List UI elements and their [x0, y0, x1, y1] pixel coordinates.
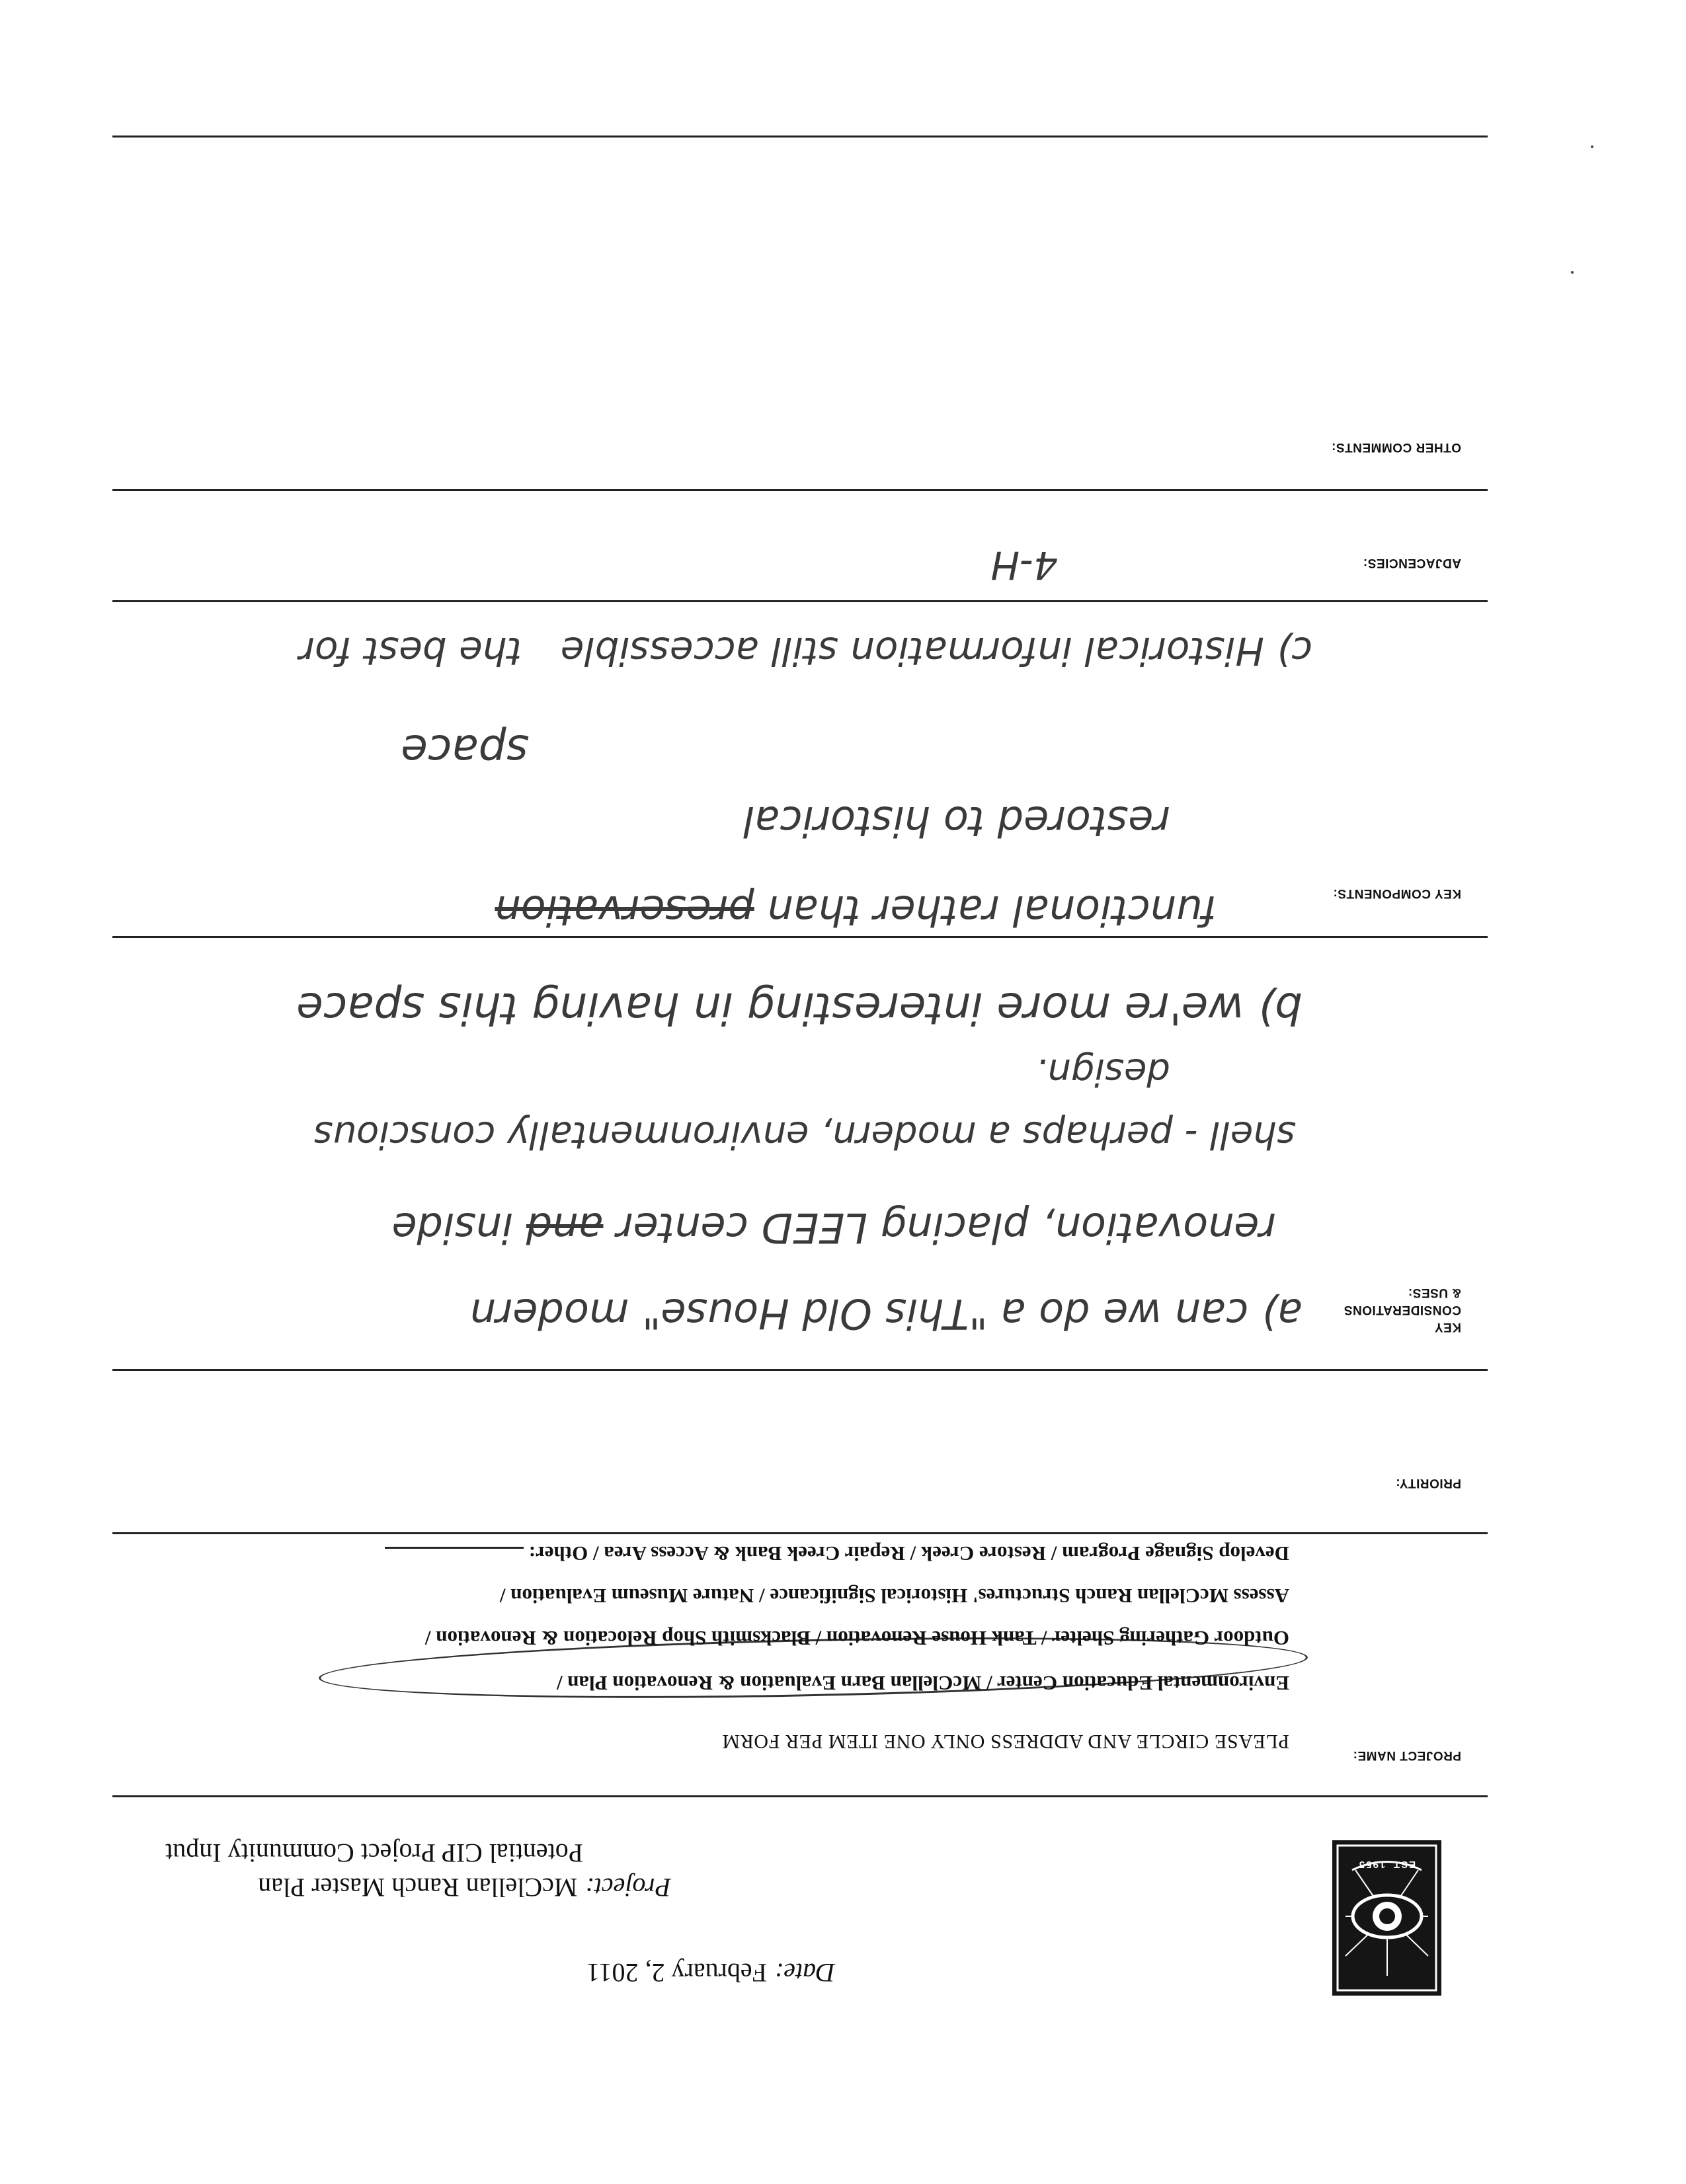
rule-considerations-top: [112, 1369, 1488, 1371]
handwritten-line-b1: b) we're more interesting in having this space: [296, 983, 1303, 1034]
rule-priority-top: [112, 1532, 1488, 1534]
rule-adjacencies-top: [112, 600, 1488, 602]
handwritten-line-a4: design.: [1035, 1050, 1170, 1093]
option-outdoor-gathering-shelter[interactable]: Outdoor Gathering Shelter: [1052, 1627, 1289, 1650]
project-label: Project:: [585, 1873, 671, 1902]
option-repair-creek-bank[interactable]: Repair Creek Bank & Access Area: [604, 1542, 905, 1565]
project-line: [258, 1872, 671, 1903]
separator: /: [1041, 1627, 1047, 1650]
option-assess-structures[interactable]: Assess McClellan Ranch Structures' Historical Significance: [770, 1584, 1289, 1608]
handwritten-adjacency-note: 4-H: [990, 543, 1058, 588]
separator: /: [986, 1672, 992, 1695]
separator: /: [759, 1584, 765, 1608]
rule-comments-top: [112, 489, 1488, 491]
option-blacksmith-shop[interactable]: Blacksmith Shop Relocation & Renovation: [436, 1627, 811, 1650]
adjacencies-label: ADJACENCIES:: [1363, 556, 1461, 570]
option-environmental-education-center[interactable]: Environmental Education Center: [997, 1672, 1289, 1695]
date-value: February 2, 2011: [586, 1958, 767, 1988]
logo-text: EST. 1955: [1357, 1859, 1416, 1870]
separator: /: [592, 1542, 599, 1565]
separator: /: [556, 1672, 563, 1695]
project-options-line-2: [425, 1626, 1289, 1650]
key-considerations-label: KEY CONSIDERATIONS & USES:: [1344, 1286, 1461, 1334]
option-nature-museum[interactable]: Nature Museum Evaluation: [510, 1584, 754, 1608]
form-subtitle: Potential CIP Project Community Input: [165, 1838, 583, 1868]
option-signage-program[interactable]: Develop Signage Program: [1062, 1542, 1289, 1565]
option-other[interactable]: Other:: [528, 1542, 588, 1565]
handwritten-line-b4: space: [401, 725, 529, 776]
project-options-line-3: [500, 1584, 1289, 1608]
scan-speck: [1571, 271, 1574, 274]
rule-top: [112, 1795, 1488, 1797]
handwritten-line-b2: functional rather than preservation: [495, 886, 1217, 935]
separator: /: [815, 1627, 822, 1650]
project-value: McClellan Ranch Master Plan: [258, 1873, 578, 1902]
rule-bottom: [112, 136, 1488, 137]
project-options-line-4: [385, 1541, 1289, 1565]
handwritten-line-c: c) Historical information still accessible the best for: [299, 629, 1312, 674]
priority-label: PRIORITY:: [1395, 1476, 1461, 1490]
option-restore-creek[interactable]: Restore Creek: [920, 1542, 1047, 1565]
handwritten-line-a1: a) can we do a "This Old House" modern: [469, 1290, 1303, 1338]
other-blank-line[interactable]: [385, 1547, 524, 1563]
handwritten-line-a3: shell - perhaps a modern, environmentally conscious: [313, 1113, 1296, 1156]
instruction-text: PLEASE CIRCLE AND ADDRESS ONLY ONE ITEM PER FORM: [721, 1731, 1289, 1752]
separator: /: [499, 1584, 506, 1608]
project-name-label: PROJECT NAME:: [1353, 1748, 1461, 1762]
key-components-label: KEY COMPONENTS:: [1332, 886, 1461, 900]
rule-components-top: [112, 936, 1488, 938]
option-tank-house-renovation[interactable]: Tank House Renovation: [826, 1627, 1037, 1650]
project-options-line-1: [557, 1671, 1289, 1695]
date-line: [586, 1957, 835, 1988]
scan-speck: [1591, 145, 1593, 148]
handwritten-line-a2: renovation, placing LEED center and inside: [391, 1204, 1276, 1252]
separator: /: [1051, 1542, 1057, 1565]
cupertino-logo: [1332, 1840, 1441, 1996]
separator: /: [424, 1627, 431, 1650]
separator: /: [910, 1542, 916, 1565]
handwritten-line-b3: restored to historical: [743, 797, 1170, 845]
date-label: Date:: [774, 1958, 835, 1988]
other-comments-label: OTHER COMMENTS:: [1331, 440, 1461, 454]
option-mcclellan-barn[interactable]: McClellan Barn Evaluation & Renovation Plan: [567, 1672, 982, 1695]
